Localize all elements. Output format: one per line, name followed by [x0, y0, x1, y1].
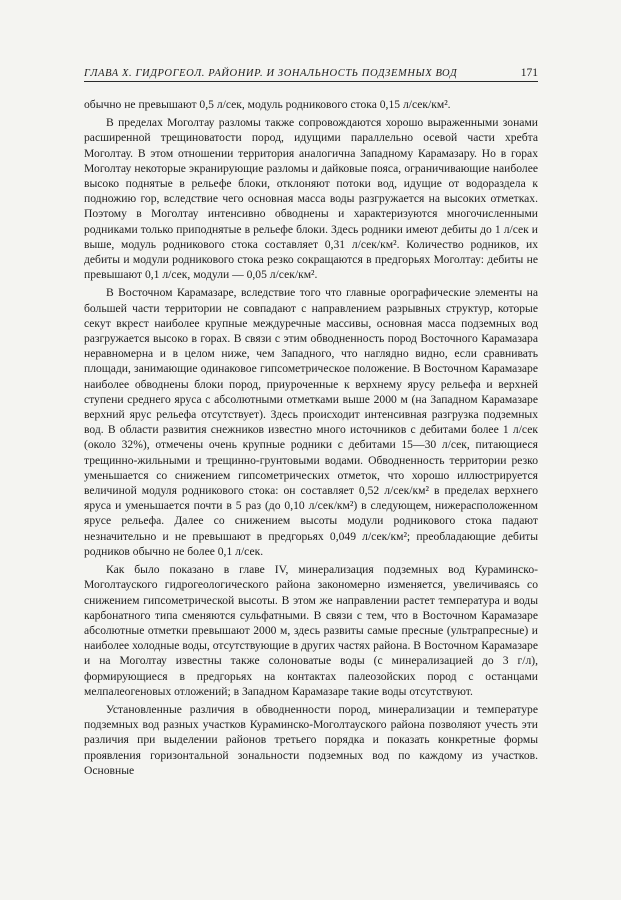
running-title: ГЛАВА X. ГИДРОГЕОЛ. РАЙОНИР. И ЗОНАЛЬНОСТЬ ПОДЗЕМНЫХ ВОД — [84, 68, 458, 79]
paragraph-east-karamazar: В Восточном Карамазаре, вследствие того что главные орографические элементы на большей части территории не совпадают с направлением разрывных структур, которые секут вкрест наиболее крупные междуречные массивы, основная масса подземных вод разгружается высоко в горах. В связи с этим обводненность пород Восточного Карамазара неравномерна и в целом ниже, чем Западного, что наглядно видно, если сравнивать площади, занимающие одинаковое гипсометрическое положение. В Восточном Карамазаре наиболее обводнены блоки пород, приуроченные к верхнему ярусу рельефа и верхней ступени среднего яруса с абсолютными отметками выше 2000 м (на Западном Карамазаре верхний ярус рельефа отсутствует). Здесь происходит интенсивная разгрузка подземных вод. В области развития снежников известно много источников с дебитами более 1 л/сек (около 32%), отмечены очень крупные родники с дебитами 15—30 л/сек, питающиеся трещинно-жильными и трещинно-грунтовыми водами. Обводненность территории резко уменьшается со снижением гипсометрических отметок, что хорошо иллюстрируется величиной модуля родникового стока: он составляет 0,52 л/сек/км² в пределах верхнего яруса и уменьшается почти в 5 раз (до 0,10 л/сек/км²) в следующем, нижерасположенном ярусе рельефа. Далее со снижением высоты модули родникового стока падают незначительно и не превышают в предгорьях 0,049 л/сек/км²; преобладающие дебиты родников обычно не более 0,1 л/сек. — [84, 286, 538, 558]
paragraph-mogoltau: В пределах Моголтау разломы также сопровождаются хорошо выраженными зонами расширенной трещиноватости пород, идущими параллельно осевой части хребта Моголтау. В этом отношении территория аналогична Западному Карамазару. Но в горах Моголтау некоторые экранирующие разломы и дайковые пояса, ограничивающие наиболее высоко поднятые в рельефе блоки, отклоняют потоки вод, идущие от водораздела к подножию гор, вследствие чего основная масса воды разгружается на высоких отметках. Поэтому в Моголтау интенсивно обводнены и характеризуются многочисленными родниками только приподнятые в рельефе блоки. Здесь родники имеют дебиты до 1 л/сек и выше, модуль родникового стока составляет 0,31 л/сек/км². Количество родников, их дебиты и модули родникового стока резко сокращаются в предгорьях Моголтау: дебиты не превышают 0,1 л/сек, модули — 0,05 л/сек/км². — [84, 116, 538, 282]
paragraph-conclusions: Установленные различия в обводненности пород, минерализации и температуре подземных вод разных участков Кураминско-Моголтауского района позволяют учесть эти различия при выделении районов третьего порядка и показать конкретные формы проявления горизонтальной зональности подземных вод по каждому из участков. Основные — [84, 702, 538, 777]
page-number: 171 — [520, 67, 538, 79]
page-header — [84, 67, 538, 82]
paragraph-mineralization: Как было показано в главе IV, минерализация подземных вод Кураминско-Моголтауского гидрогеологического района закономерно изменяется, увеличиваясь со снижением гипсометрической высоты. В этом же направлении растет температура и воды карбонатного типа сменяются сульфатными. В связи с тем, что в Восточном Карамазаре абсолютные отметки превышают 2000 м, здесь развиты самые пресные (ультрапресные) и наиболее холодные воды, отсутствующие в других частях района. В Восточном Карамазаре и на Моголтау известны также солоноватые воды (с минерализацией до 3 г/л), формирующиеся в предгорьях на контактах палеозойских пород с останцами мелпалеогеновых отложений; в Западном Карамазаре такие воды отсутствуют. — [84, 563, 538, 698]
page-body — [84, 97, 538, 778]
paragraph-continuation: обычно не превышают 0,5 л/сек, модуль родникового стока 0,15 л/сек/км². — [84, 98, 451, 111]
